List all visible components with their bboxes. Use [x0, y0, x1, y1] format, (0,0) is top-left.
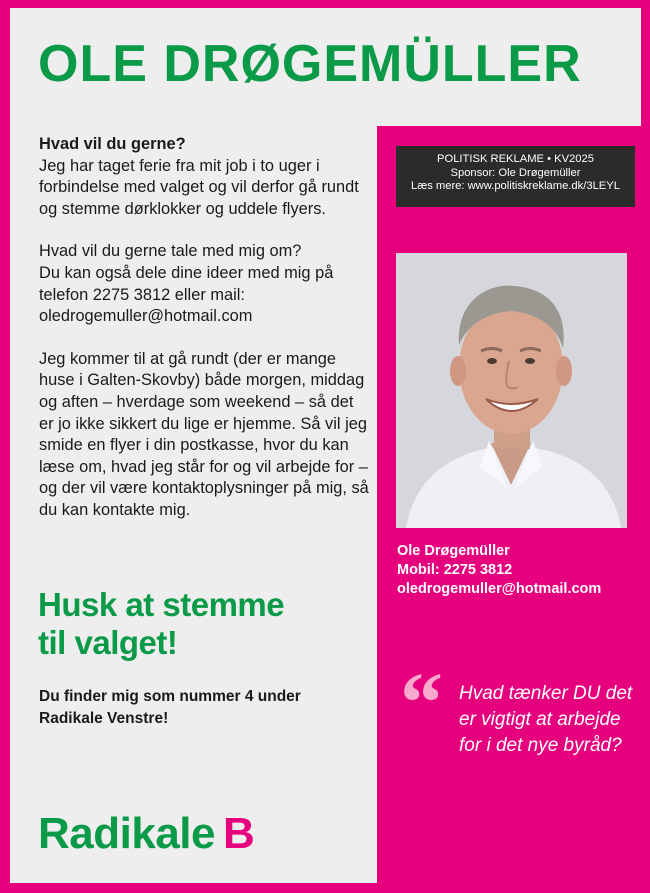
ballot-line-2: Radikale Venstre!: [39, 710, 169, 727]
contact-info: [397, 542, 642, 599]
candidate-photo: [396, 253, 627, 528]
party-logo: [38, 808, 254, 860]
ballot-line-1: Du finder mig som nummer 4 under: [39, 688, 301, 705]
ballot-info: [39, 686, 359, 730]
party-logo-letter: B: [222, 809, 255, 858]
answer-3: Jeg kommer til at gå rundt (der er mange huse i Galten-Skovby) både morgen, middag og aften – hverdage som weekend – så det er jo ikke sikkert du lige er hjemme. Så vil jeg smide en flyer i din postkasse, hvor du kan læse om, hvad jeg står for og vil arbejde for – og der vil være kontaktoplysninger på mig, så du kan kontakte mig.: [39, 349, 369, 519]
page-title: OLE DRØGEMÜLLER: [38, 35, 582, 93]
paragraph-3: [39, 349, 369, 522]
contact-mobile: Mobil: 2275 3812: [397, 562, 513, 578]
contact-name: Ole Drøgemüller: [397, 543, 510, 559]
disclaimer-line-2: Sponsor: Ole Drøgemüller: [450, 166, 581, 179]
quote-text: Hvad tænker DU det er vigtigt at arbejde for i det nye byråd?: [459, 683, 633, 756]
question-1: Hvad vil du gerne?: [39, 135, 186, 153]
disclaimer-line-3: Læs mere: www.politiskreklame.dk/3LEYL: [411, 180, 620, 192]
disclaimer-line-1: POLITISK REKLAME • KV2025: [437, 153, 594, 165]
paragraph-2: [39, 241, 369, 327]
portrait-illustration: [396, 253, 627, 528]
answer-1: Jeg har taget ferie fra mit job i to uger i forbindelse med valget og vil derfor gå rundt og stemme dørklokker og uddele flyers.: [39, 156, 359, 218]
political-ad-disclaimer: [396, 146, 635, 207]
paragraph-1: [39, 134, 369, 220]
question-2: Hvad vil du gerne tale med mig om?: [39, 242, 302, 261]
slogan: [38, 586, 368, 662]
slogan-line-1: Husk at stemme: [38, 586, 285, 623]
contact-email: oledrogemuller@hotmail.com: [397, 581, 602, 597]
party-logo-word: Radikale: [38, 809, 215, 858]
answer-2: Du kan også dele dine ideer med mig på telefon 2275 3812 eller mail: oledrogemuller@hotmail.com: [39, 263, 334, 326]
slogan-line-2: til valget!: [38, 624, 178, 661]
quote-mark-icon: “: [400, 654, 443, 750]
body-text: [39, 134, 369, 543]
